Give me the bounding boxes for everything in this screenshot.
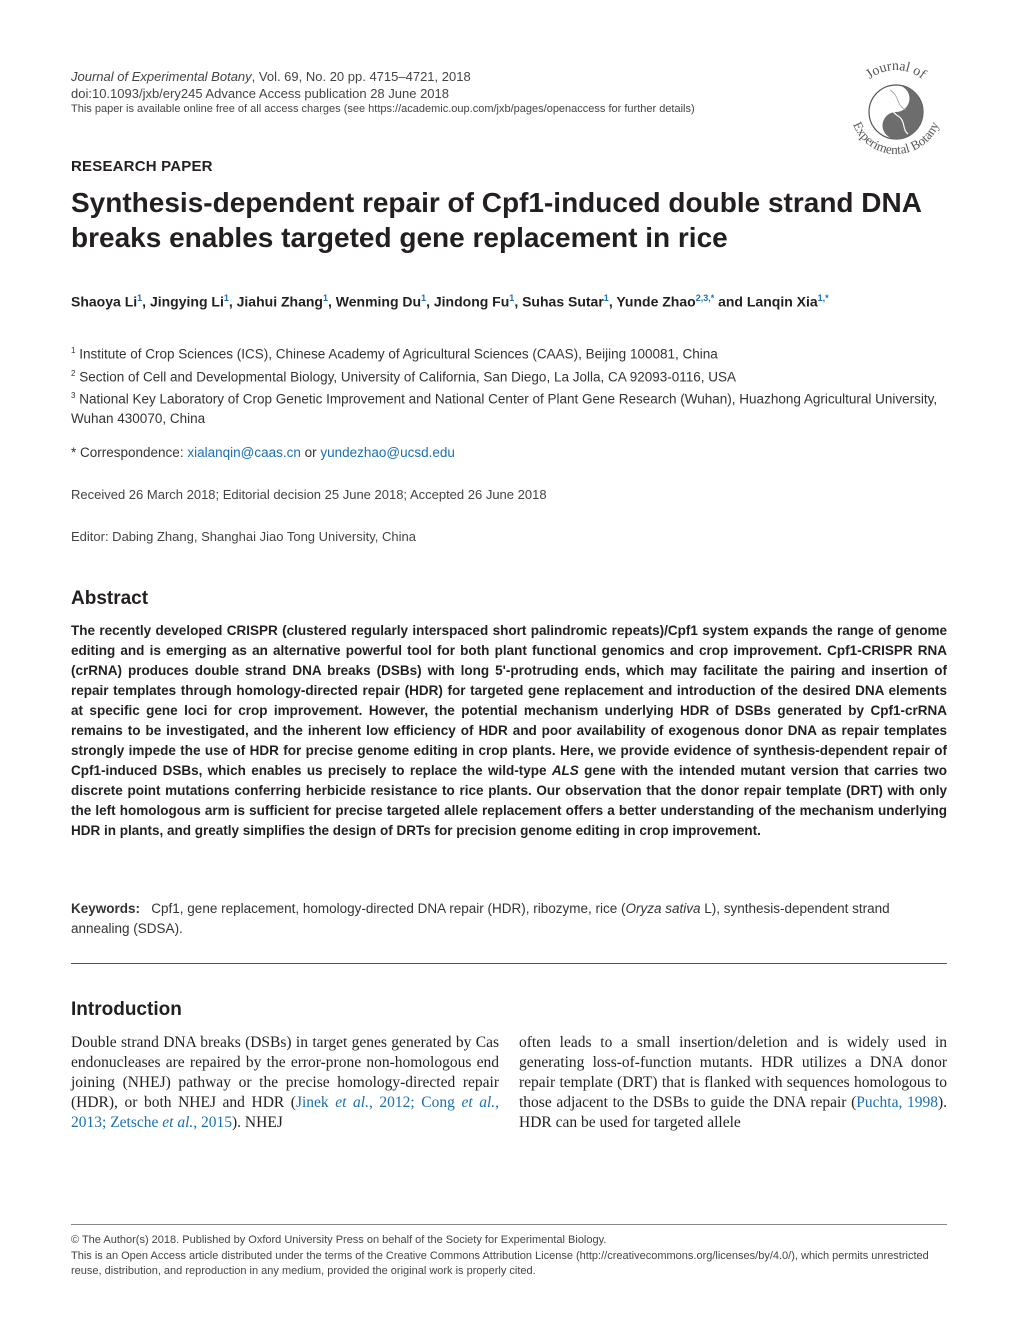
- section-divider: [71, 963, 947, 964]
- affiliation-text: Section of Cell and Developmental Biology, University of California, San Diego, La Jolla, CA 92093-0116, USA: [75, 369, 737, 384]
- author-affiliation-marker: 1,*: [817, 293, 829, 303]
- affiliation-item: [71, 364, 951, 387]
- article-title: Synthesis-dependent repair of Cpf1-induced double strand DNA breaks enables targeted gene replacement in rice: [71, 187, 921, 253]
- intro-right-text: often leads to a small insertion/deletion and is widely used in generating loss-of-function mutants. HDR utilizes a DNA donor repair template (DRT) that is flanked with sequences homologous to those adjacent to the DSBs to guide the DNA repair (: [519, 1034, 947, 1111]
- affiliation-number: 3: [71, 391, 76, 400]
- author-affiliation-marker: 1: [509, 293, 515, 303]
- journal-header: [71, 68, 831, 117]
- section-label: RESEARCH PAPER: [71, 158, 213, 175]
- keywords-part2: L), synthesis-dependent strand annealing (SDSA).: [71, 901, 890, 936]
- citation-link[interactable]: Zetsche et al., 2015: [110, 1114, 233, 1131]
- author-separator: ,: [608, 293, 617, 310]
- abstract-part1: The recently developed CRISPR (clustered regularly interspaced short palindromic repeats)/Cpf1 system expands the range of genome editing and is emerging as an alternative powerful tool for both plant functional genomics and crop improvement. Cpf1-CRISPR RNA (crRNA) produces double strand DNA breaks (DSBs) with long 5'-protruding ends, which may facilitate the pairing and insertion of repair templates through homology-directed repair (HDR) for targeted gene replacement and introduction of the desired DNA elements at specific gene loci for crop improvement. However, the potential mechanism underlying HDR of DSBs generated by Cpf1-crRNA remains to be investigated, and the inherent low efficiency of HDR and poor availability of exogenous donor DNA as repair templates strongly impede the use of HDR for precise genome editing in crop plants. Here, we provide evidence of synthesis-dependent repair of Cpf1-induced DSBs, which enables us precisely to replace the wild-type: [71, 623, 947, 778]
- footer-divider: [71, 1224, 947, 1225]
- author-separator: ,: [426, 293, 434, 310]
- doi-line: doi:10.1093/jxb/ery245 Advance Access publication 28 June 2018: [71, 86, 449, 101]
- intro-right-end: ). HDR can be used for targeted allele: [519, 1094, 948, 1131]
- author-name: Lanqin Xia: [746, 293, 818, 310]
- correspondence-label: * Correspondence:: [71, 445, 188, 460]
- correspondence: [71, 445, 455, 460]
- citation-separator: ;: [410, 1094, 422, 1111]
- intro-left-text: Double strand DNA breaks (DSBs) in target genes generated by Cas endonucleases are repaired by the error-prone non-homologous end joining (NHEJ) pathway or the precise homology-directed repair (HDR), or both NHEJ and HDR (: [71, 1034, 499, 1111]
- editor-line: Editor: Dabing Zhang, Shanghai Jiao Tong University, China: [71, 529, 416, 544]
- logo-text-bottom: Experimental Botany: [850, 119, 942, 158]
- abstract-gene: ALS: [551, 763, 579, 778]
- abstract-part2: gene with the intended mutant version that carries two discrete point mutations conferring herbicide resistance to rice plants. Our observation that the donor repair template (DRT) with only the left homologous arm is sufficient for precise targeted allele replacement offers a better understanding of the mechanism underlying HDR in plants, and greatly simplifies the design of DRTs for precision genome editing in crop improvement.: [71, 763, 947, 838]
- author-name: Yunde Zhao: [616, 293, 696, 310]
- email-link-xia[interactable]: xialanqin@caas.cn: [187, 445, 301, 460]
- keywords-label: Keywords:: [71, 901, 141, 916]
- keywords-species: Oryza sativa: [625, 901, 701, 916]
- correspondence-or: or: [300, 445, 321, 460]
- author-affiliation-marker: 2,3,*: [695, 293, 715, 303]
- author-affiliation-marker: 1: [421, 293, 427, 303]
- intro-left-end: ). NHEJ: [232, 1114, 283, 1131]
- abstract-heading: Abstract: [71, 588, 149, 609]
- affiliation-number: 2: [71, 368, 76, 378]
- author-list: [71, 287, 951, 313]
- author-name: Wenming Du: [335, 293, 422, 310]
- introduction-heading: Introduction: [71, 999, 182, 1020]
- logo-text-top: Journal of: [863, 60, 929, 83]
- citation-link[interactable]: Jinek et al., 2012: [295, 1094, 411, 1111]
- author-separator: ,: [228, 293, 237, 310]
- author-separator: ,: [142, 293, 150, 310]
- abstract-text: [71, 621, 947, 841]
- author-affiliation-marker: 1: [223, 293, 229, 303]
- author-affiliation-marker: 1: [322, 293, 328, 303]
- affiliation-list: [71, 341, 951, 428]
- citation-link[interactable]: Cong et al., 2013: [71, 1094, 500, 1131]
- author-name: Suhas Sutar: [522, 293, 604, 310]
- author-name: Jindong Fu: [433, 293, 510, 310]
- journal-name: Journal of Experimental Botany: [71, 69, 252, 84]
- citation-link-puchta[interactable]: Puchta, 1998: [856, 1094, 938, 1111]
- affiliation-item: [71, 386, 951, 428]
- author-separator: ,: [327, 293, 336, 310]
- citation-separator: ;: [102, 1114, 111, 1131]
- copyright: © The Author(s) 2018. Published by Oxford University Press on behalf of the Society for Experimental Biology.: [71, 1234, 607, 1246]
- keywords: [71, 899, 947, 939]
- author-name: Jiahui Zhang: [236, 293, 323, 310]
- affiliation-text: National Key Laboratory of Crop Genetic Improvement and National Center of Plant Gene Research (Wuhan), Huazhong Agricultural University, Wuhan 430070, China: [71, 391, 938, 426]
- author-affiliation-marker: 1: [137, 293, 143, 303]
- keywords-part1: Cpf1, gene replacement, homology-directed DNA repair (HDR), ribozyme, rice (: [140, 901, 626, 916]
- author-affiliation-marker: 1: [603, 293, 609, 303]
- author-name: Shaoya Li: [71, 293, 138, 310]
- email-link-zhao[interactable]: yundezhao@ucsd.edu: [320, 445, 455, 460]
- access-note: This paper is available online free of all access charges (see https://academic.oup.com/jxb/pages/openaccess for further details): [71, 103, 695, 115]
- journal-logo-icon: [840, 60, 952, 164]
- author-separator: ,: [514, 293, 523, 310]
- license-footer: [71, 1233, 947, 1280]
- intro-column-left: [71, 1033, 499, 1133]
- affiliation-item: [71, 341, 951, 364]
- affiliation-text: Institute of Crop Sciences (ICS), Chinese Academy of Agricultural Sciences (CAAS), Beijing 100081, China: [75, 346, 718, 362]
- author-name: Jingying Li: [149, 293, 224, 310]
- affiliation-number: 1: [71, 346, 76, 355]
- received-dates: Received 26 March 2018; Editorial decision 25 June 2018; Accepted 26 June 2018: [71, 487, 547, 502]
- author-separator: and: [714, 293, 747, 310]
- journal-logo: [840, 60, 952, 164]
- intro-column-right: [519, 1033, 947, 1133]
- license-text: This is an Open Access article distributed under the terms of the Creative Commons Attribution License (http://creativecommons.org/licenses/by/4.0/), which permits unrestricted reuse, distribution, and reproduction in any medium, provided the original work is properly cited.: [71, 1250, 929, 1277]
- citation: , Vol. 69, No. 20 pp. 4715–4721, 2018: [251, 69, 471, 84]
